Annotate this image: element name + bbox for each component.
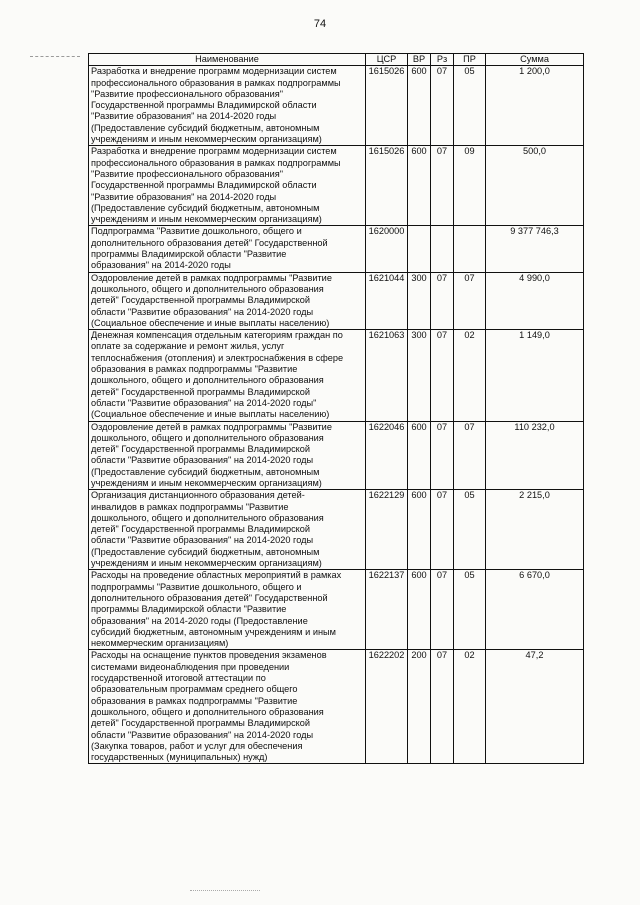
table-row	[89, 570, 584, 650]
cell-name: Подпрограмма "Развитие дошкольного, общего и дополнительного образования детей" Государственной программы Владимирской области "Развитие образования" на 2014-2020 годы	[89, 226, 366, 272]
cell-vr: 200	[408, 650, 431, 764]
cell-rz: 07	[431, 330, 454, 421]
cell-rz: 07	[431, 66, 454, 146]
cell-csr: 1622129	[366, 490, 408, 570]
table-row	[89, 272, 584, 329]
cell-vr: 300	[408, 330, 431, 421]
table-row	[89, 226, 584, 272]
cell-rz: 07	[431, 146, 454, 226]
cell-name: Организация дистанционного образования детей- инвалидов в рамках подпрограммы "Развитие дошкольного, общего и дополнительного образования детей" Государственной программы Владимирской области "Развитие образования" на 2014-2020 годы (Предоставление субсидий бюджетным, автономным учреждениям и иным некоммерческим организациям)	[89, 490, 366, 570]
header-name: Наименование	[89, 54, 366, 66]
cell-vr: 600	[408, 570, 431, 650]
cell-sum: 1 149,0	[486, 330, 584, 421]
cell-name: Денежная компенсация отдельным категориям граждан по оплате за содержание и ремонт жилья, услуг теплоснабжения (отопления) и электроснабжения в сфере образования в рамках подпрограммы "Развитие дошкольного, общего и дополнительного образования детей" Государственной программы Владимирской области "Развитие образования" на 2014-2020 годы" (Социальное обеспечение и иные выплаты населению)	[89, 330, 366, 421]
cell-sum: 110 232,0	[486, 421, 584, 490]
header-vr: ВР	[408, 54, 431, 66]
cell-rz: 07	[431, 272, 454, 329]
cell-vr: 600	[408, 66, 431, 146]
scan-artifact-line	[190, 890, 260, 892]
cell-csr: 1621044	[366, 272, 408, 329]
table-row	[89, 146, 584, 226]
cell-sum: 9 377 746,3	[486, 226, 584, 272]
cell-vr: 600	[408, 490, 431, 570]
cell-pr: 05	[454, 490, 486, 570]
table-row	[89, 490, 584, 570]
cell-sum: 4 990,0	[486, 272, 584, 329]
cell-pr: 02	[454, 330, 486, 421]
cell-vr	[408, 226, 431, 272]
cell-pr: 07	[454, 272, 486, 329]
cell-sum: 500,0	[486, 146, 584, 226]
cell-csr: 1621063	[366, 330, 408, 421]
cell-csr: 1620000	[366, 226, 408, 272]
scan-artifact-line	[30, 56, 80, 58]
cell-rz: 07	[431, 570, 454, 650]
cell-vr: 600	[408, 421, 431, 490]
cell-csr: 1615026	[366, 146, 408, 226]
cell-name: Расходы на проведение областных мероприятий в рамках подпрограммы "Развитие дошкольного, общего и дополнительного образования детей" Государственной программы Владимирской области "Развитие образования" на 2014-2020 годы (Предоставление субсидий бюджетным, автономным учреждениям и иным некоммерческим организациям)	[89, 570, 366, 650]
table-row	[89, 330, 584, 421]
cell-pr: 02	[454, 650, 486, 764]
cell-name: Разработка и внедрение программ модернизации систем профессионального образования в рамках подпрограммы "Развитие профессионального образования" Государственной программы Владимирской области "Развитие образования" на 2014-2020 годы (Предоставление субсидий бюджетным, автономным учреждениям и иным некоммерческим организациям)	[89, 66, 366, 146]
cell-rz: 07	[431, 490, 454, 570]
cell-sum: 6 670,0	[486, 570, 584, 650]
cell-pr	[454, 226, 486, 272]
cell-csr: 1622202	[366, 650, 408, 764]
page-number: 74	[313, 18, 327, 30]
table-header-row	[89, 54, 584, 66]
cell-pr: 05	[454, 66, 486, 146]
header-pr: ПР	[454, 54, 486, 66]
cell-csr: 1615026	[366, 66, 408, 146]
cell-name: Оздоровление детей в рамках подпрограммы "Развитие дошкольного, общего и дополнительного образования детей" Государственной программы Владимирской области "Развитие образования" на 2014-2020 годы (Предоставление субсидий бюджетным, автономным учреждениям и иным некоммерческим организациям)	[89, 421, 366, 490]
header-rz: Рз	[431, 54, 454, 66]
cell-sum: 2 215,0	[486, 490, 584, 570]
header-sum: Сумма	[486, 54, 584, 66]
cell-vr: 600	[408, 146, 431, 226]
cell-csr: 1622137	[366, 570, 408, 650]
cell-sum: 1 200,0	[486, 66, 584, 146]
cell-name: Оздоровление детей в рамках подпрограммы "Развитие дошкольного, общего и дополнительного образования детей" Государственной программы Владимирской области "Развитие образования" на 2014-2020 годы (Социальное обеспечение и иные выплаты населению)	[89, 272, 366, 329]
header-csr: ЦСР	[366, 54, 408, 66]
table-row	[89, 650, 584, 764]
cell-vr: 300	[408, 272, 431, 329]
cell-pr: 09	[454, 146, 486, 226]
cell-name: Расходы на оснащение пунктов проведения экзаменов системами видеонаблюдения при проведении государственной итоговой аттестации по образовательным программам среднего общего образования в рамках подпрограммы "Развитие дошкольного, общего и дополнительного образования детей" Государственной программы Владимирской области "Развитие образования" на 2014-2020 годы (Закупка товаров, работ и услуг для обеспечения государственных (муниципальных) нужд)	[89, 650, 366, 764]
cell-name: Разработка и внедрение программ модернизации систем профессионального образования в рамках подпрограммы "Развитие профессионального образования" Государственной программы Владимирской области "Развитие образования" на 2014-2020 годы (Предоставление субсидий бюджетным, автономным учреждениям и иным некоммерческим организациям)	[89, 146, 366, 226]
budget-table	[88, 53, 584, 764]
cell-pr: 07	[454, 421, 486, 490]
table-row	[89, 421, 584, 490]
cell-rz	[431, 226, 454, 272]
table-row	[89, 66, 584, 146]
cell-pr: 05	[454, 570, 486, 650]
cell-rz: 07	[431, 650, 454, 764]
cell-csr: 1622046	[366, 421, 408, 490]
cell-sum: 47,2	[486, 650, 584, 764]
cell-rz: 07	[431, 421, 454, 490]
